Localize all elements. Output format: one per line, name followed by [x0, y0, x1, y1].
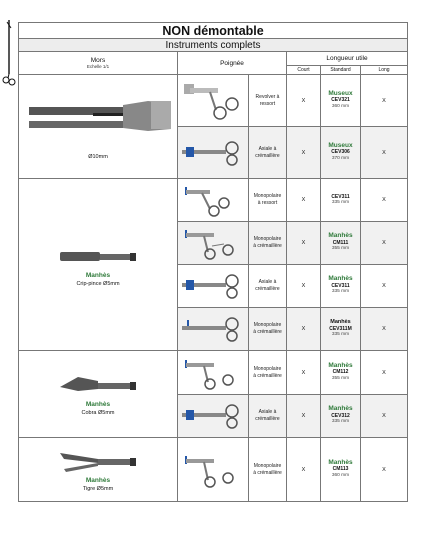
table-row — [19, 351, 408, 395]
mors-brand: Manhès — [85, 271, 111, 279]
std-brand: Museux — [328, 89, 353, 97]
jaw-cobra-image — [58, 371, 138, 401]
handle-image-cell — [178, 127, 249, 179]
standard-cell — [321, 395, 361, 438]
handle-type-line2: crémaillère — [255, 416, 280, 422]
standard-cell — [321, 308, 361, 351]
handle-type-line2: à crémaillère — [253, 372, 282, 379]
mors-label — [19, 153, 177, 161]
std-brand: Manhès — [328, 405, 353, 413]
std-ref: CEV311 — [331, 282, 350, 289]
mors-cell-cobra — [19, 351, 178, 438]
handle-type-cell — [249, 351, 287, 395]
col-mors-label: Mors — [90, 57, 106, 64]
std-brand: Museux — [328, 141, 353, 149]
handle-axial-image — [180, 138, 246, 168]
std-brand: Manhès — [328, 275, 353, 283]
std-ref: CM111 — [332, 239, 349, 246]
col-mors-scale: Echelle 1/1 — [86, 64, 110, 69]
mors-cell-crip-pince — [19, 179, 178, 351]
long-cell: X — [361, 127, 408, 179]
std-length: 355 mm — [331, 246, 350, 252]
col-longueur-header: Longueur utile — [287, 52, 408, 66]
court-cell: X — [287, 438, 321, 502]
handle-image-cell — [178, 351, 249, 395]
instruments-table — [18, 22, 408, 502]
handle-mono-ratchet-image — [180, 354, 246, 392]
court-cell: X — [287, 265, 321, 308]
long-cell: X — [361, 395, 408, 438]
court-cell: X — [287, 179, 321, 222]
handle-type-line2: crémaillère — [255, 286, 280, 292]
handle-image-cell — [178, 395, 249, 438]
handle-type-cell — [249, 75, 287, 127]
handle-mono-ratchet-image — [180, 450, 246, 490]
standard-cell — [321, 179, 361, 222]
handle-type-line1: Monopolaire — [253, 193, 282, 199]
handle-image-cell — [178, 222, 249, 265]
std-ref: CEV311M — [329, 325, 352, 332]
std-ref: CEV311 — [331, 193, 350, 200]
mors-brand: Manhès — [85, 476, 111, 484]
std-brand: Manhès — [330, 319, 351, 326]
col-long-header: Long — [361, 66, 408, 75]
court-cell: X — [287, 75, 321, 127]
std-length: 370 mm — [331, 155, 350, 161]
std-length: 335 mm — [331, 289, 350, 295]
col-standard-header: Standard — [321, 66, 361, 75]
handle-revolver-image — [180, 80, 246, 122]
handle-type-cell — [249, 222, 287, 265]
long-cell: X — [361, 351, 408, 395]
std-ref: CEV321 — [331, 97, 350, 104]
std-length: 360 mm — [331, 103, 350, 109]
handle-image-cell — [178, 308, 249, 351]
mors-label — [19, 477, 177, 493]
standard-cell — [321, 75, 361, 127]
page-subtitle: Instruments complets — [19, 39, 408, 52]
std-length: 355 mm — [331, 375, 350, 381]
long-cell: X — [361, 75, 408, 127]
mors-cell-tigre — [19, 438, 178, 502]
handle-type-line1: Revolver à — [255, 93, 280, 100]
std-ref: CM113 — [332, 466, 349, 473]
handle-type-line1: Monopolaire — [253, 236, 282, 242]
table-row — [19, 179, 408, 222]
col-court-header: Court — [287, 66, 321, 75]
handle-type-line1: Axiale à — [258, 279, 277, 285]
handle-type-line1: Axiale à — [258, 145, 277, 152]
handle-type-cell — [249, 395, 287, 438]
standard-cell — [321, 438, 361, 502]
handle-mono-ratchet-image — [180, 314, 246, 344]
instrument-side-icon — [2, 18, 16, 90]
mors-label — [19, 272, 177, 288]
long-cell: X — [361, 265, 408, 308]
std-length: 335 mm — [331, 419, 350, 425]
handle-image-cell — [178, 75, 249, 127]
std-ref: CEV306 — [331, 149, 350, 156]
court-cell: X — [287, 127, 321, 179]
long-cell: X — [361, 308, 408, 351]
std-ref: CEV312 — [331, 412, 350, 419]
std-brand: Manhès — [328, 458, 353, 466]
table-row — [19, 75, 408, 127]
std-length: 360 mm — [331, 472, 350, 478]
handle-type-line1: Monopolaire — [253, 322, 282, 328]
court-cell: X — [287, 351, 321, 395]
long-cell: X — [361, 179, 408, 222]
handle-type-line1: Axiale à — [258, 409, 277, 415]
jaw-tigre-image — [58, 447, 138, 477]
handle-image-cell — [178, 438, 249, 502]
court-cell: X — [287, 395, 321, 438]
jaw-crip-pince-image — [58, 242, 138, 272]
handle-type-line2: à ressort — [257, 200, 278, 206]
handle-type-line2: à crémaillère — [253, 329, 282, 335]
standard-cell — [321, 127, 361, 179]
table-row — [19, 438, 408, 502]
handle-type-line2: à crémaillère — [253, 243, 282, 249]
mors-cell-10mm — [19, 75, 178, 179]
handle-mono-spring-image — [180, 181, 246, 219]
standard-cell — [321, 265, 361, 308]
handle-type-line1: Monopolaire — [253, 365, 282, 372]
std-brand: Manhès — [328, 232, 353, 240]
col-poignee-header: Poignée — [178, 52, 287, 75]
handle-type-cell — [249, 438, 287, 502]
std-ref: CM112 — [332, 369, 349, 376]
page-title: NON démontable — [19, 23, 408, 39]
std-brand: Manhès — [328, 361, 353, 369]
long-cell: X — [361, 222, 408, 265]
handle-image-cell — [178, 265, 249, 308]
jaw-10mm-image — [23, 93, 173, 153]
mors-name: Ø10mm — [88, 153, 108, 160]
court-cell: X — [287, 308, 321, 351]
standard-cell — [321, 222, 361, 265]
handle-type-cell — [249, 265, 287, 308]
standard-cell — [321, 351, 361, 395]
std-length: 335 mm — [331, 332, 350, 338]
handle-axial-image — [180, 271, 246, 301]
handle-axial-image — [180, 401, 246, 431]
handle-mono-ratchet-image — [180, 224, 246, 262]
handle-type-line2: ressort — [259, 100, 276, 107]
handle-image-cell — [178, 179, 249, 222]
mors-name: Cobra Ø5mm — [81, 410, 115, 416]
mors-brand: Manhès — [85, 401, 111, 408]
handle-type-line2: à crémaillère — [253, 469, 282, 476]
std-length: 335 mm — [331, 200, 350, 205]
handle-type-cell — [249, 179, 287, 222]
handle-type-cell — [249, 127, 287, 179]
handle-type-line2: crémaillère — [255, 152, 280, 159]
mors-name: Crip-pince Ø5mm — [76, 280, 120, 287]
handle-type-line1: Monopolaire — [253, 462, 282, 469]
court-cell: X — [287, 222, 321, 265]
col-mors-header — [19, 52, 178, 75]
long-cell: X — [361, 438, 408, 502]
mors-label — [19, 401, 177, 417]
handle-type-cell — [249, 308, 287, 351]
mors-name: Tigre Ø5mm — [82, 485, 114, 492]
